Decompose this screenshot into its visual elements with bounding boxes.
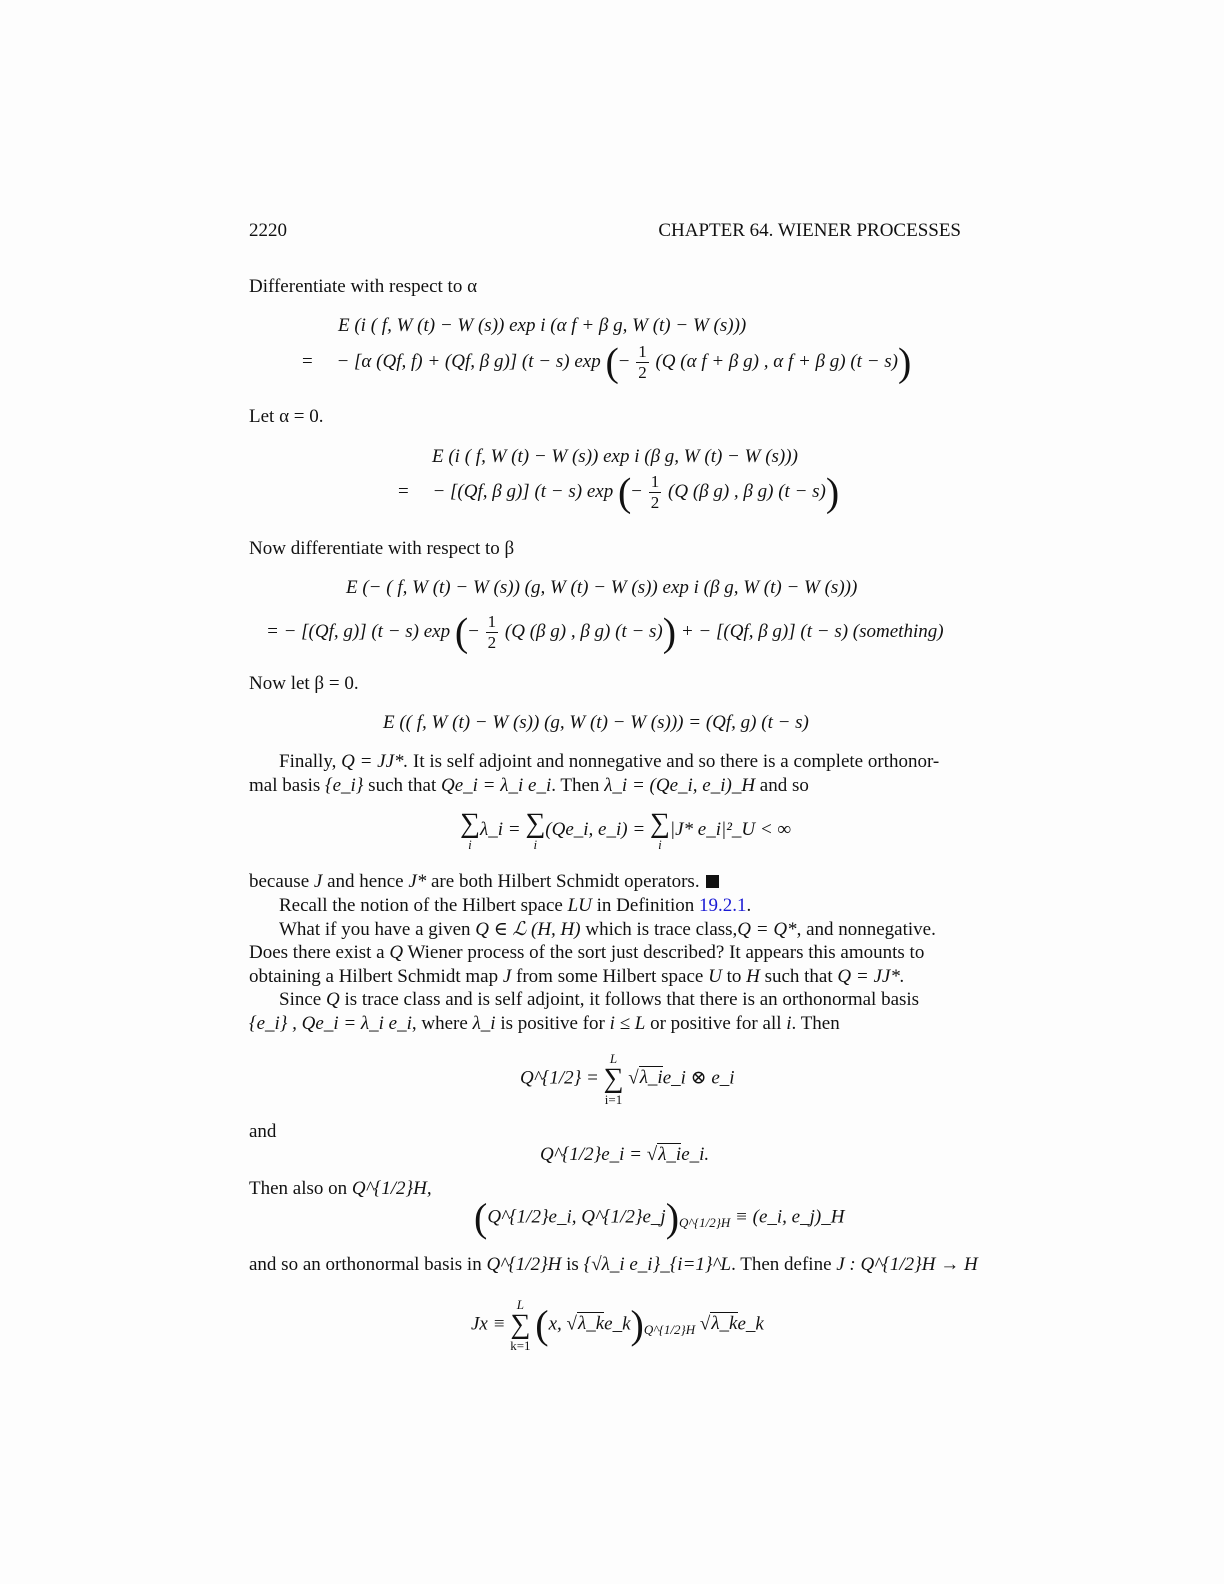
chapter-title: CHAPTER 64. WIENER PROCESSES (658, 220, 961, 241)
equation-2-part-b: (Q (β g) , β g) (t − s) (668, 480, 826, 502)
paragraph-differentiate-beta: Now differentiate with respect to β (249, 538, 515, 559)
equation-1-line-2: = − [α (Qf, f) + (Qf, β g)] (t − s) exp (− $\frac{1}{2}$ (Q (α f + β g) , α f + β g) (t − s)) (302, 339, 912, 385)
equation-3-line-1: E (− ( f, W (t) − W (s)) (g, W (t) − W (s)) exp i (β g, W (t) − W (s))) (346, 577, 858, 598)
equation-j-definition: Jx ≡ L ∑ k=1 (x, $√\lambda\_ke\_k)_{Q\^{}\{1/2\}H}$ √λ_ke_k (471, 1297, 764, 1353)
qed-square-icon (706, 875, 719, 888)
minus-sign: − (618, 350, 630, 372)
paragraph-finally-line-1: Finally, Q = JJ*. It is self adjoint and nonnegative and so there is a complete orthonor- (279, 751, 940, 772)
paragraph-let-alpha: Let α = 0. (249, 406, 324, 427)
paragraph-recall: Recall the notion of the Hilbert space LU in Definition 19.2.1. (279, 895, 752, 916)
equation-q-half-ei: Q^{1/2}e_i = √λ_ie_i. (540, 1144, 710, 1165)
definition-link[interactable]: 19.2.1 (699, 895, 747, 916)
paragraph-since-line-1: Since Q is trace class and is self adjoint, it follows that there is an orthonormal basis (279, 989, 920, 1010)
equation-4: E (( f, W (t) − W (s)) (g, W (t) − W (s))) = (Qf, g) (t − s) (383, 712, 809, 733)
paragraph-let-beta: Now let β = 0. (249, 673, 359, 694)
paragraph-what-if-line-3: obtaining a Hilbert Schmidt map J from some Hilbert space U to H such that Q = JJ*. (249, 966, 905, 987)
equation-2-part-a: − [(Qf, β g)] (t − s) exp (432, 480, 614, 502)
equation-3-line-2: = − [(Qf, g)] (t − s) exp (− $\frac{1}{2}$ (Q (β g) , β g) (t − s)) + − [(Qf, β g)] (t − s) (something) (266, 609, 944, 655)
paragraph-since-line-2: {e_i} , Qe_i = λ_i e_i, where λ_i is positive for i ≤ L or positive for all i. Then (249, 1013, 840, 1034)
equals-sign: = (302, 350, 313, 372)
paragraph-what-if-line-2: Does there exist a Q Wiener process of the sort just described? It appears this amounts to (249, 942, 925, 963)
paragraph-differentiate-alpha: Differentiate with respect to α (249, 276, 478, 297)
equation-1-part-a: − [α (Qf, f) + (Qf, β g)] (t − s) exp (336, 350, 601, 372)
word-and: and (249, 1121, 277, 1142)
equation-1-line-1: E (i ( f, W (t) − W (s)) exp i (α f + β g, W (t) − W (s))) (338, 315, 747, 336)
equation-3-part-b: (Q (β g) , β g) (t − s) (504, 620, 663, 642)
fraction-one-half: $\frac{1}{2}$ (650, 472, 660, 512)
equation-trace-sum: ∑ i λ_i = ∑ i (Qe_i, e_i) = ∑ i |J* e_i|²_U < ∞ (460, 808, 791, 852)
equation-3-part-a: = − [(Qf, g)] (t − s) exp (266, 620, 451, 642)
paragraph-then-also: Then also on Q^{1/2}H, (249, 1178, 432, 1199)
fraction-one-half: $\frac{1}{2}$ (638, 342, 647, 382)
equation-1-part-b: (Q (α f + β g) , α f + β g) (t − s) (655, 350, 898, 372)
equation-3-part-c: + − [(Qf, β g)] (t − s) (something) (680, 620, 944, 642)
equation-2-line-2: = − [(Qf, β g)] (t − s) exp (− $\frac{1}{2}$ (Q (β g) , β g) (t − s)) (398, 469, 840, 515)
equation-2-line-1: E (i ( f, W (t) − W (s)) exp i (β g, W (t) − W (s))) (432, 446, 798, 467)
paragraph-what-if-line-1: What if you have a given Q ∈ ℒ (H, H) which is trace class,Q = Q*, and nonnegative. (279, 919, 936, 940)
equation-q-half: Q^{1/2} = L ∑ i=1 √λ_ie_i ⊗ e_i (520, 1051, 735, 1107)
paragraph-finally-line-2: mal basis {e_i} such that Qe_i = λ_i e_i. Then λ_i = (Qe_i, e_i)_H and so (249, 775, 809, 796)
equation-inner-product: (Q^{1/2}e_i, $Q\^{}\{1/2\}e\_j)_{Q\^{}\{1/2\}H}$ ≡ (e_i, e_j)_H (474, 1195, 845, 1240)
paragraph-orthonormal-basis: and so an orthonormal basis in Q^{1/2}H is {√λ_i e_i}_{i=1}^L. Then define J : Q^{1/2}H → H (249, 1254, 978, 1275)
paragraph-because: because J and hence J* are both Hilbert Schmidt operators. (249, 871, 719, 893)
page-number: 2220 (249, 220, 287, 241)
fraction-one-half: $\frac{1}{2}$ (487, 612, 497, 652)
